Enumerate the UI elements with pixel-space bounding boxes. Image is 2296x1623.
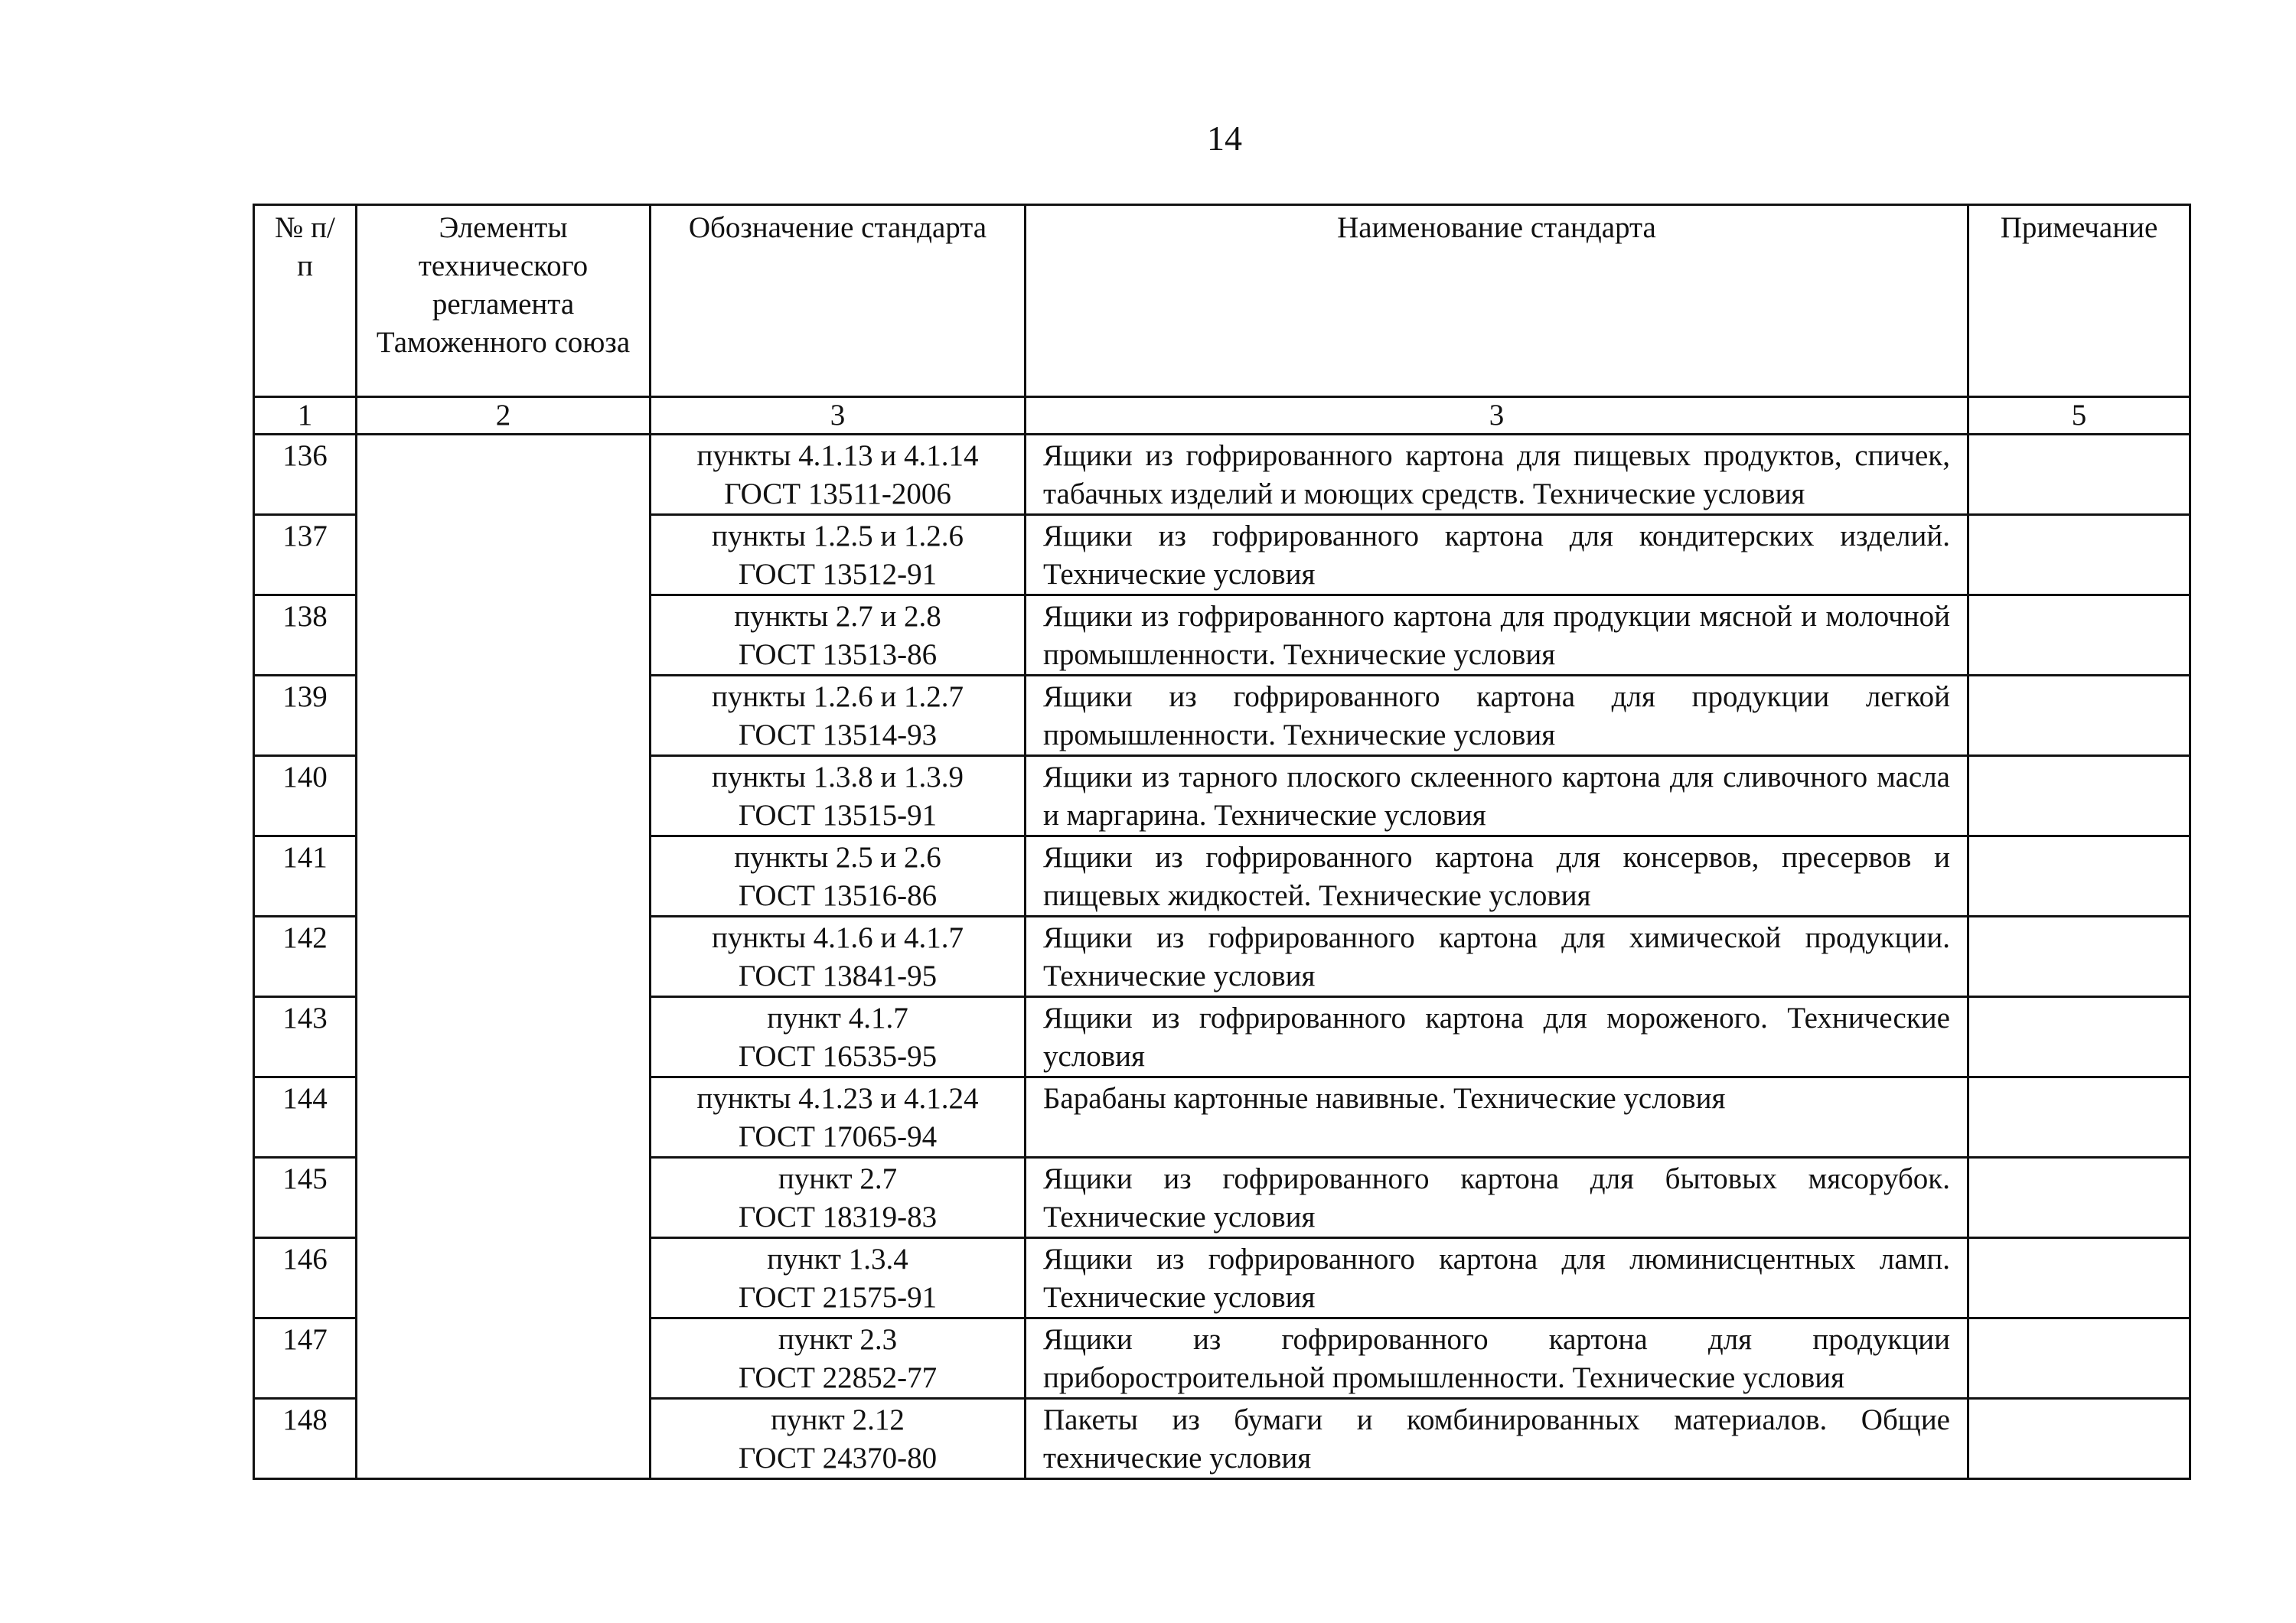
designation-cell: [651, 997, 1026, 1077]
note-cell: [1968, 836, 2190, 917]
standard-name: Ящики из гофрированного картона для продукции легкой промышленности. Технические условия: [1026, 676, 1968, 756]
designation-cell: [651, 435, 1026, 515]
clause-reference: пункты 1.3.8 и 1.3.9: [711, 761, 964, 794]
note-cell: [1968, 1238, 2190, 1318]
designation-cell: [651, 1399, 1026, 1479]
gost-designation: ГОСТ 24370-80: [738, 1442, 938, 1475]
clause-reference: пункты 1.2.5 и 1.2.6: [711, 520, 964, 552]
table-row: [254, 435, 2190, 515]
clause-reference: пункты 1.2.6 и 1.2.7: [711, 680, 964, 713]
gost-designation: ГОСТ 13512-91: [738, 558, 938, 591]
gost-designation: ГОСТ 13511-2006: [724, 477, 951, 510]
designation-cell: [651, 1158, 1026, 1238]
note-cell: [1968, 917, 2190, 997]
clause-reference: пункты 2.7 и 2.8: [734, 600, 941, 633]
standard-name: Барабаны картонные навивные. Технические условия: [1026, 1077, 1968, 1158]
note-cell: [1968, 756, 2190, 836]
row-number: 144: [254, 1077, 357, 1158]
standard-name: Ящики из гофрированного картона для продукции приборостроительной промышленности. Технические условия: [1026, 1318, 1968, 1399]
gost-designation: ГОСТ 18319-83: [738, 1201, 938, 1234]
designation-cell: [651, 756, 1026, 836]
designation-cell: [651, 1318, 1026, 1399]
column-numbers-row: [254, 397, 2190, 435]
standard-name: Ящики из гофрированного картона для химической продукции. Технические условия: [1026, 917, 1968, 997]
clause-reference: пункт 1.3.4: [767, 1243, 908, 1276]
note-cell: [1968, 997, 2190, 1077]
note-cell: [1968, 1318, 2190, 1399]
row-number: 146: [254, 1238, 357, 1318]
designation-cell: [651, 836, 1026, 917]
note-cell: [1968, 1399, 2190, 1479]
clause-reference: пункты 4.1.13 и 4.1.14: [696, 439, 979, 472]
row-number: 139: [254, 676, 357, 756]
designation-cell: [651, 515, 1026, 595]
elements-cell: [357, 435, 651, 1479]
clause-reference: пункт 4.1.7: [767, 1002, 908, 1035]
standard-name: Ящики из гофрированного картона для мороженого. Технические условия: [1026, 997, 1968, 1077]
gost-designation: ГОСТ 16535-95: [738, 1040, 938, 1073]
gost-designation: ГОСТ 17065-94: [738, 1120, 938, 1153]
standard-name: Ящики из гофрированного картона для кондитерских изделий. Технические условия: [1026, 515, 1968, 595]
clause-reference: пункты 4.1.6 и 4.1.7: [711, 921, 964, 954]
note-cell: [1968, 515, 2190, 595]
clause-reference: пункт 2.3: [778, 1323, 898, 1356]
row-number: 147: [254, 1318, 357, 1399]
column-number: 5: [1968, 397, 2190, 435]
gost-designation: ГОСТ 21575-91: [738, 1281, 938, 1314]
row-number: 145: [254, 1158, 357, 1238]
clause-reference: пункты 4.1.23 и 4.1.24: [696, 1082, 979, 1115]
clause-reference: пункты 2.5 и 2.6: [734, 841, 941, 874]
gost-designation: ГОСТ 13516-86: [738, 879, 938, 912]
clause-reference: пункт 2.12: [771, 1403, 905, 1436]
standard-name: Ящики из тарного плоского склеенного картона для сливочного масла и маргарина. Технические условия: [1026, 756, 1968, 836]
gost-designation: ГОСТ 13841-95: [738, 960, 938, 992]
gost-designation: ГОСТ 13515-91: [738, 799, 938, 832]
header-no: № п/п: [254, 205, 357, 397]
clause-reference: пункт 2.7: [778, 1162, 898, 1195]
standard-name: Пакеты из бумаги и комбинированных материалов. Общие технические условия: [1026, 1399, 1968, 1479]
column-number: 3: [651, 397, 1026, 435]
row-number: 137: [254, 515, 357, 595]
designation-cell: [651, 595, 1026, 676]
standard-name: Ящики из гофрированного картона для бытовых мясорубок. Технические условия: [1026, 1158, 1968, 1238]
standards-table: [253, 204, 2191, 1480]
row-number: 143: [254, 997, 357, 1077]
row-number: 138: [254, 595, 357, 676]
gost-designation: ГОСТ 13514-93: [738, 719, 938, 751]
row-number: 142: [254, 917, 357, 997]
column-number: 3: [1026, 397, 1968, 435]
header-designation: Обозначение стандарта: [651, 205, 1026, 397]
standard-name: Ящики из гофрированного картона для пищевых продуктов, спичек, табачных изделий и моющих средств. Технические условия: [1026, 435, 1968, 515]
standard-name: Ящики из гофрированного картона для продукции мясной и молочной промышленности. Технические условия: [1026, 595, 1968, 676]
gost-designation: ГОСТ 22852-77: [738, 1361, 938, 1394]
note-cell: [1968, 1158, 2190, 1238]
row-number: 148: [254, 1399, 357, 1479]
standard-name: Ящики из гофрированного картона для консервов, пресервов и пищевых жидкостей. Технические условия: [1026, 836, 1968, 917]
designation-cell: [651, 676, 1026, 756]
table-header-row: [254, 205, 2190, 397]
standard-name: Ящики из гофрированного картона для люминисцентных ламп. Технические условия: [1026, 1238, 1968, 1318]
note-cell: [1968, 676, 2190, 756]
header-name: Наименование стандарта: [1026, 205, 1968, 397]
designation-cell: [651, 1077, 1026, 1158]
note-cell: [1968, 595, 2190, 676]
table-body: [254, 435, 2190, 1479]
header-elements: Элементы технического регламента Таможенного союза: [357, 205, 651, 397]
note-cell: [1968, 435, 2190, 515]
header-note: Примечание: [1968, 205, 2190, 397]
designation-cell: [651, 1238, 1026, 1318]
column-number: 2: [357, 397, 651, 435]
note-cell: [1968, 1077, 2190, 1158]
column-number: 1: [254, 397, 357, 435]
designation-cell: [651, 917, 1026, 997]
gost-designation: ГОСТ 13513-86: [738, 638, 938, 671]
row-number: 141: [254, 836, 357, 917]
row-number: 140: [254, 756, 357, 836]
row-number: 136: [254, 435, 357, 515]
page-number: 14: [1207, 119, 1242, 158]
